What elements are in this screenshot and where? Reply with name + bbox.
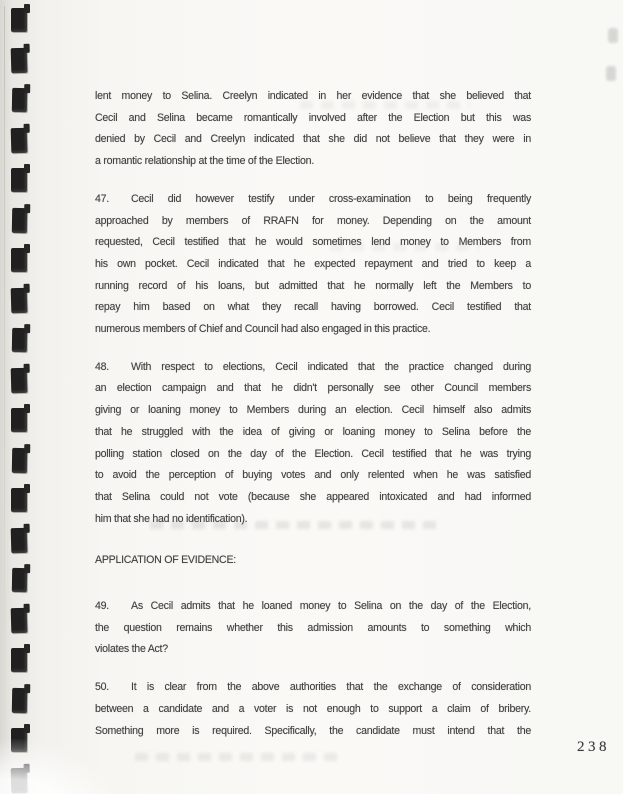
show-through-artifact [135,753,345,761]
binding-mark [11,528,28,553]
text-line: violates the Act? [95,643,168,656]
binding-mark [11,168,27,192]
paragraph-number: 50. [95,681,109,694]
binding-mark [11,408,27,432]
paragraph-50 [95,677,531,742]
binding-mark [11,488,27,512]
scan-smudge [606,66,616,81]
binding-mark [12,328,27,352]
paragraph-number: 49. [95,600,109,613]
binding-mark [12,688,27,713]
text-line: an election campaign and that he didn't personally see other Council members [95,382,531,395]
text-line: that Selina could not vote (because she appeared intoxicated and had informed [95,490,531,503]
binding-mark [11,368,28,393]
text-line: between a candidate and a voter is not enough to support a claim of bribery. [95,702,531,715]
text-line: lent money to Selina. Creelyn indicated in her evidence that she believed that [95,90,531,102]
page-number-stamp: 238 [577,739,610,755]
paragraph-49 [95,596,531,661]
paragraph-number: 48. [95,360,109,373]
text-line: repay him based on what they recall having borrowed. Cecil testified that [95,301,531,314]
text-line [95,189,531,211]
text-line: giving or loaning money to Members during an election. Cecil himself also admits [95,404,531,417]
paragraph-47 [95,189,531,341]
page-edge-line [4,6,5,764]
binding-mark [11,288,28,313]
text-line: to avoid the perception of buying votes and only relented when he was satisfied [95,469,531,482]
text-line: approached by members of RRAFN for money. Depending on the amount [95,214,531,227]
text-line: Cecil and Selina became romantically involved after the Election but this was [95,111,531,124]
text-line: him that she had no identification). [95,512,248,525]
binding-mark [11,608,28,633]
paragraph-48 [95,357,531,531]
page-corner-light [0,739,125,794]
binding-mark [12,568,27,592]
paragraph-number: 47. [95,192,109,205]
binding-mark [11,8,27,32]
binding-mark [11,248,27,272]
text-line-text: With respect to elections, Cecil indicated that the practice changed during [131,360,531,373]
binding-mark [11,128,28,153]
text-line: running record of his loans, but admitted that he normally left the Members to [95,279,531,292]
binding-mark [11,648,27,672]
scan-smudge [608,28,618,43]
text-line [95,677,531,699]
text-line: polling station closed on the day of the Election. Cecil testified that he was trying [95,447,531,460]
text-line: denied by Cecil and Creelyn indicated that she did not believe that they were in [95,133,531,146]
text-line-text: It is clear from the above authorities that the exchange of consideration [131,681,531,694]
text-line [95,596,531,618]
text-line-text: As Cecil admits that he loaned money to Selina on the day of the Election, [131,600,531,613]
binding-mark [12,448,27,473]
text-line: the question remains whether this admission amounts to something which [95,621,531,634]
text-line: requested, Cecil testified that he would sometimes lend money to Members from [95,236,531,249]
section-heading: APPLICATION OF EVIDENCE: [95,554,236,567]
document-text-block [95,86,531,742]
text-line: that he struggled with the idea of giving or loaning money to Selina before the [95,425,531,438]
text-line: his own pocket. Cecil indicated that he expected repayment and tried to keep a [95,257,531,270]
text-line: Something more is required. Specifically, the candidate must intend that the [95,724,531,737]
text-line-text: Cecil did however testify under cross-examination to being frequently [131,192,531,205]
binding-mark [11,48,28,73]
text-line: numerous members of Chief and Council had also engaged in this practice. [95,323,431,336]
intro-paragraph [95,86,531,173]
text-line: a romantic relationship at the time of the Election. [95,155,315,168]
binding-mark [12,88,27,112]
binding-mark [12,208,27,233]
text-line [95,357,531,379]
